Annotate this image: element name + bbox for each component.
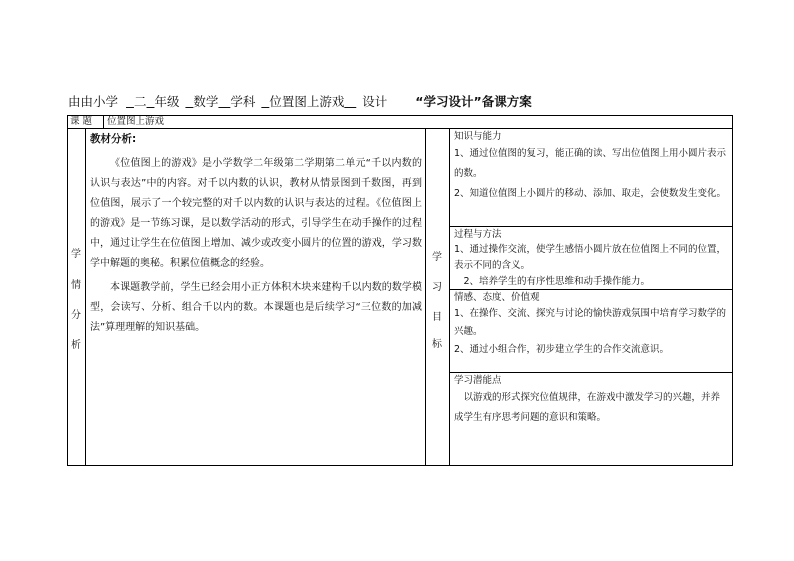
topic-value-cell: 位置图上游戏 (107, 116, 165, 127)
goal-title: 情感、态度、价值观 (454, 292, 540, 303)
center-divider (425, 128, 426, 466)
analysis-paragraph-1: 《位值图上的游戏》是小学数学二年级第二学期第二单元“千以内数的认识与表达”中的内容。对千以内数的认识，教材从情景图到千数图，再到位值图，展示了一个较完整的对千以内数的认识与表达的过程。《位值图上的游戏》是一节练习课，是以数学活动的形式，引导学生在动手操作的过程中，通过让学生在位值图上增加、减少或改变小圆片的位置的游戏，学习数学中解题的奥秘。积累位值概念的经验。 (90, 158, 422, 269)
analysis-paragraph-2: 本课题教学前，学生已经会用小正方体积木块来建构千以内数的数学模型，会读写、分析、组合千以内的数。本课题也是后续学习“三位数的加减法”算理理解的知识基础。 (90, 282, 422, 333)
analysis-section (90, 130, 422, 338)
design-label: 设计 (362, 94, 388, 109)
table-bottom-border (67, 465, 733, 466)
subject-value: 数学 (193, 94, 219, 109)
topic-label: 课 题 (70, 116, 93, 127)
goal-process (454, 227, 728, 290)
goal-line: 2、知道位值图上小圆片的移动、添加、取走，会使数发生变化。 (454, 188, 727, 199)
goal-attitude (454, 290, 728, 359)
goal-line: 1、通过位值图的复习，能正确的读、写出位值图上用小圆片表示的数。 (454, 148, 727, 179)
plan-title: “学习设计”备课方案 (415, 94, 532, 109)
goal-line: 1、在操作、交流、探究与讨论的愉快游戏氛围中培育学习数学的兴趣。 (454, 308, 727, 337)
left-label-divider (85, 128, 86, 466)
left-vertical-char: 学 (71, 249, 81, 260)
page-header (68, 92, 532, 110)
right-label-divider (449, 128, 450, 466)
school-name: 由由小学 (68, 94, 119, 109)
topic-cell-divider (103, 115, 104, 129)
goal-line: 以游戏的形式探究位值规律，在游戏中激发学习的兴趣，并养成学生有序思考问题的意识和策略。 (454, 392, 721, 423)
subject-label: 学科 (230, 94, 256, 109)
left-vertical-char: 情 (71, 280, 81, 291)
right-vertical-char: 学 (432, 252, 442, 263)
right-vertical-char: 习 (432, 282, 442, 293)
goal-line: 1、通过操作交流，使学生感悟小圆片放在位值图上不同的位置，表示不同的含义。 (454, 244, 727, 271)
goal-title: 学习潜能点 (454, 375, 502, 386)
right-vertical-char: 标 (432, 339, 442, 350)
goal-potential (454, 373, 728, 428)
goal-line: 2、通过小组合作，初步建立学生的合作交流意识。 (454, 344, 670, 355)
right-vertical-char: 目 (432, 312, 442, 323)
goal-title: 知识与能力 (454, 131, 502, 142)
table-right-border (732, 115, 733, 466)
analysis-heading: 教材分析: (90, 133, 137, 145)
goal-title: 过程与方法 (454, 229, 502, 240)
left-vertical-char: 分 (71, 310, 81, 321)
goal-line: 2、培养学生的有序性思维和动手操作能力。 (454, 276, 651, 287)
goal-knowledge (454, 129, 728, 204)
grade-value: 二 (133, 94, 147, 109)
grade-label: 年级 (154, 94, 180, 109)
topic-value: 位置图上游戏 (269, 94, 345, 109)
table-top-border (67, 115, 733, 116)
left-vertical-char: 析 (71, 340, 81, 351)
